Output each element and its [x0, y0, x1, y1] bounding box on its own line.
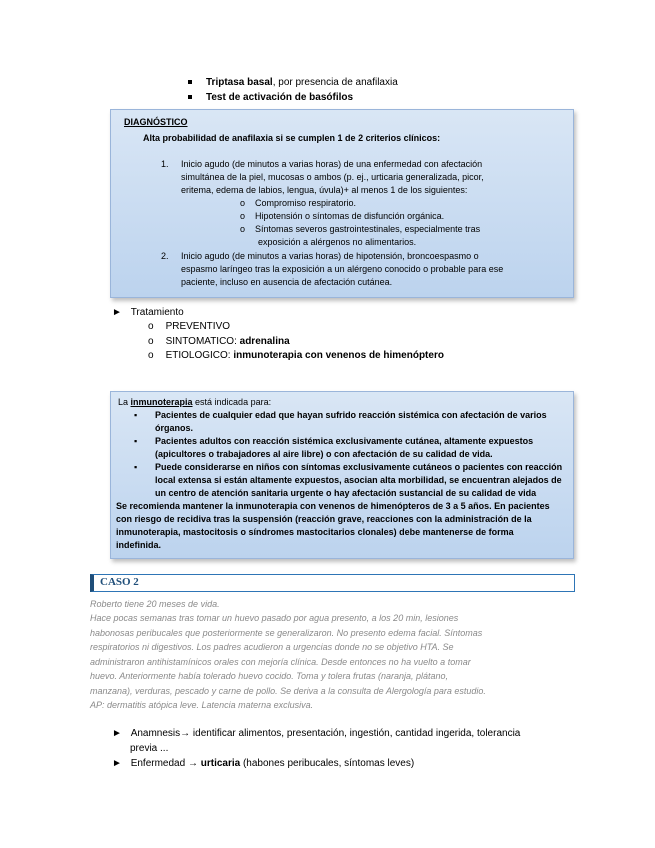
caso-line: Hace pocas semanas tras tomar un huevo pasado por agua presento, a los 20 min, lesiones	[90, 613, 459, 623]
inmuno-closing-line: Se recomienda mantener la inmunoterapia con venenos de himenópteros de 3 a 5 años. En pacientes	[116, 501, 550, 511]
inmuno-bullet-icon: ▪	[134, 410, 138, 420]
tratamiento-preventivo: o PREVENTIVO	[148, 321, 231, 332]
caso-line: Roberto tiene 20 meses de vida.	[90, 599, 220, 609]
subitem-text: Hipotensión o síntomas de disfunción orgánica.	[255, 211, 445, 221]
etiologico-label: ETIOLOGICO:	[165, 350, 234, 361]
subitem-text-continued: exposición a alérgenos no alimentarios.	[258, 237, 417, 247]
criterion-1-line: simultánea de la piel, mucosas o ambos (p. ej., urticaria generalizada, picor,	[181, 172, 484, 182]
enfermedad-detail: (habones peribucales, síntomas leves)	[240, 758, 415, 769]
subitem-hipotension: o Hipotensión o síntomas de disfunción orgánica.	[240, 211, 445, 221]
inmuno-pre: La	[118, 397, 131, 407]
criterion-2-number: 2.	[161, 251, 169, 261]
caso-line: huevo. Anteriormente había tolerado huevo cocido. Toma y tolera frutas (naranja, plátano,	[90, 671, 449, 681]
diagnostico-title: DIAGNÓSTICO	[124, 117, 188, 127]
inmuno-intro	[118, 397, 271, 407]
etiologico-value: inmunoterapia con venenos de himenóptero	[233, 350, 444, 361]
arrow-right-icon: ►	[112, 758, 122, 769]
enfermedad-item	[112, 758, 414, 769]
anamnesis-text-continued: previa ...	[130, 743, 169, 754]
caso-title: CASO 2	[100, 576, 139, 588]
top-bullet-basofilos	[188, 92, 353, 103]
inmuno-closing-line: inmunoterapia, mastocitosis o síndromes mastocitarios clonales) debe mantenerse de forma	[116, 527, 514, 537]
anamnesis-text: Anamnesis→ identificar alimentos, presentación, ingestión, cantidad ingerida, tolerancia	[130, 728, 521, 739]
subitem-text: Compromiso respiratorio.	[255, 198, 357, 208]
criterion-1-number: 1.	[161, 159, 169, 169]
bullet-square-icon	[188, 80, 192, 84]
preventivo-text: PREVENTIVO	[165, 321, 231, 332]
top-bullet-triptasa	[188, 77, 398, 88]
inmuno-bullet-2-line: (apicultores o trabajadores al aire libre) o con afectación de su calidad de vida.	[155, 449, 493, 459]
inmuno-bullet-3-line: Puede considerarse en niños con síntomas exclusivamente cutáneos o pacientes con reacción	[155, 462, 563, 472]
arrow-right-icon: ►	[112, 307, 122, 318]
inmuno-term: inmunoterapia	[130, 397, 193, 407]
caso-line: administraron antihistamínicos orales con mejoría clínica. Desde entonces no ha vuelto a tomar	[90, 657, 471, 667]
inmuno-bullet-3-line: local extensa si están altamente expuestos, asocian alta morbilidad, se encuentran alejados de	[155, 475, 562, 485]
inmuno-bullet-icon: ▪	[134, 436, 138, 446]
inmuno-bullet-2-line: Pacientes adultos con reacción sistémica exclusivamente cutánea, altamente expuestos	[155, 436, 534, 446]
subitem-respiratorio: o Compromiso respiratorio.	[240, 198, 357, 208]
caso-line: habonosas peribucales que posteriormente se generalizaron. No presento edema facial. Síntomas	[90, 628, 483, 638]
criterion-2-line: espasmo laríngeo tras la exposición a un alérgeno conocido o probable para ese	[181, 264, 504, 274]
enfermedad-value: urticaria	[200, 758, 241, 769]
criterion-2-line: paciente, incluso en ausencia de afectación cutánea.	[181, 277, 393, 287]
criterion-1-line: eritema, edema de labios, lengua, úvula)+ al menos 1 de los siguientes:	[181, 185, 468, 195]
caso-line: AP: dermatitis atópica leve. Latencia materna exclusiva.	[90, 700, 314, 710]
inmuno-closing-line: indefinida.	[116, 540, 161, 550]
tratamiento-sintomatico: o SINTOMATICO: adrenalina	[148, 336, 290, 347]
diagnostico-intro: Alta probabilidad de anafilaxia si se cumplen 1 de 2 criterios clínicos:	[143, 133, 441, 143]
inmuno-bullet-3-line: un centro de atención sanitaria urgente o hay afectación sustancial de su calidad de vida	[155, 488, 537, 498]
bullet-square-icon	[188, 95, 192, 99]
tratamiento-etiologico: o ETIOLOGICO: inmunoterapia con venenos de himenóptero	[148, 350, 444, 361]
caso-line: manzana), verduras, pescado y carne de pollo. Se deriva a la consulta de Alergología para estudio.	[90, 686, 486, 696]
bullet-rest: , por presencia de anafilaxia	[272, 77, 398, 88]
caso-line: respiratorios ni digestivos. Los padres acudieron a urgencias donde no se objetivo HTA. Se	[90, 642, 454, 652]
inmuno-bullet-1-line: Pacientes de cualquier edad que hayan sufrido reacción sistémica con afectación de varios	[155, 410, 547, 420]
subitem-gastro: o Síntomas severos gastrointestinales, especialmente tras	[240, 224, 481, 234]
caso-header	[90, 574, 575, 592]
inmuno-bullet-icon: ▪	[134, 462, 138, 472]
arrow-right-icon: ►	[112, 728, 122, 739]
inmuno-bullet-1-line: órganos.	[155, 423, 194, 433]
criterion-1-line: Inicio agudo (de minutos a varias horas) de una enfermedad con afectación	[181, 159, 483, 169]
bullet-bold: Test de activación de basófilos	[206, 92, 354, 103]
bullet-bold: Triptasa basal	[206, 77, 273, 88]
sintomatico-label: SINTOMATICO:	[165, 336, 240, 347]
anamnesis-item	[112, 728, 520, 739]
criterion-2-line: Inicio agudo (de minutos a varias horas) de hipotensión, broncoespasmo o	[181, 251, 479, 261]
tratamiento-label: Tratamiento	[130, 307, 184, 318]
inmuno-post: está indicada para:	[192, 397, 272, 407]
tratamiento-heading	[112, 307, 184, 318]
inmuno-closing-line: con riesgo de recidiva tras la suspensión (reacción grave, reacciones con la administración de la	[116, 514, 532, 524]
enfermedad-label: Enfermedad →	[130, 758, 201, 769]
subitem-text: Síntomas severos gastrointestinales, especialmente tras	[255, 224, 481, 234]
sintomatico-value: adrenalina	[239, 336, 290, 347]
